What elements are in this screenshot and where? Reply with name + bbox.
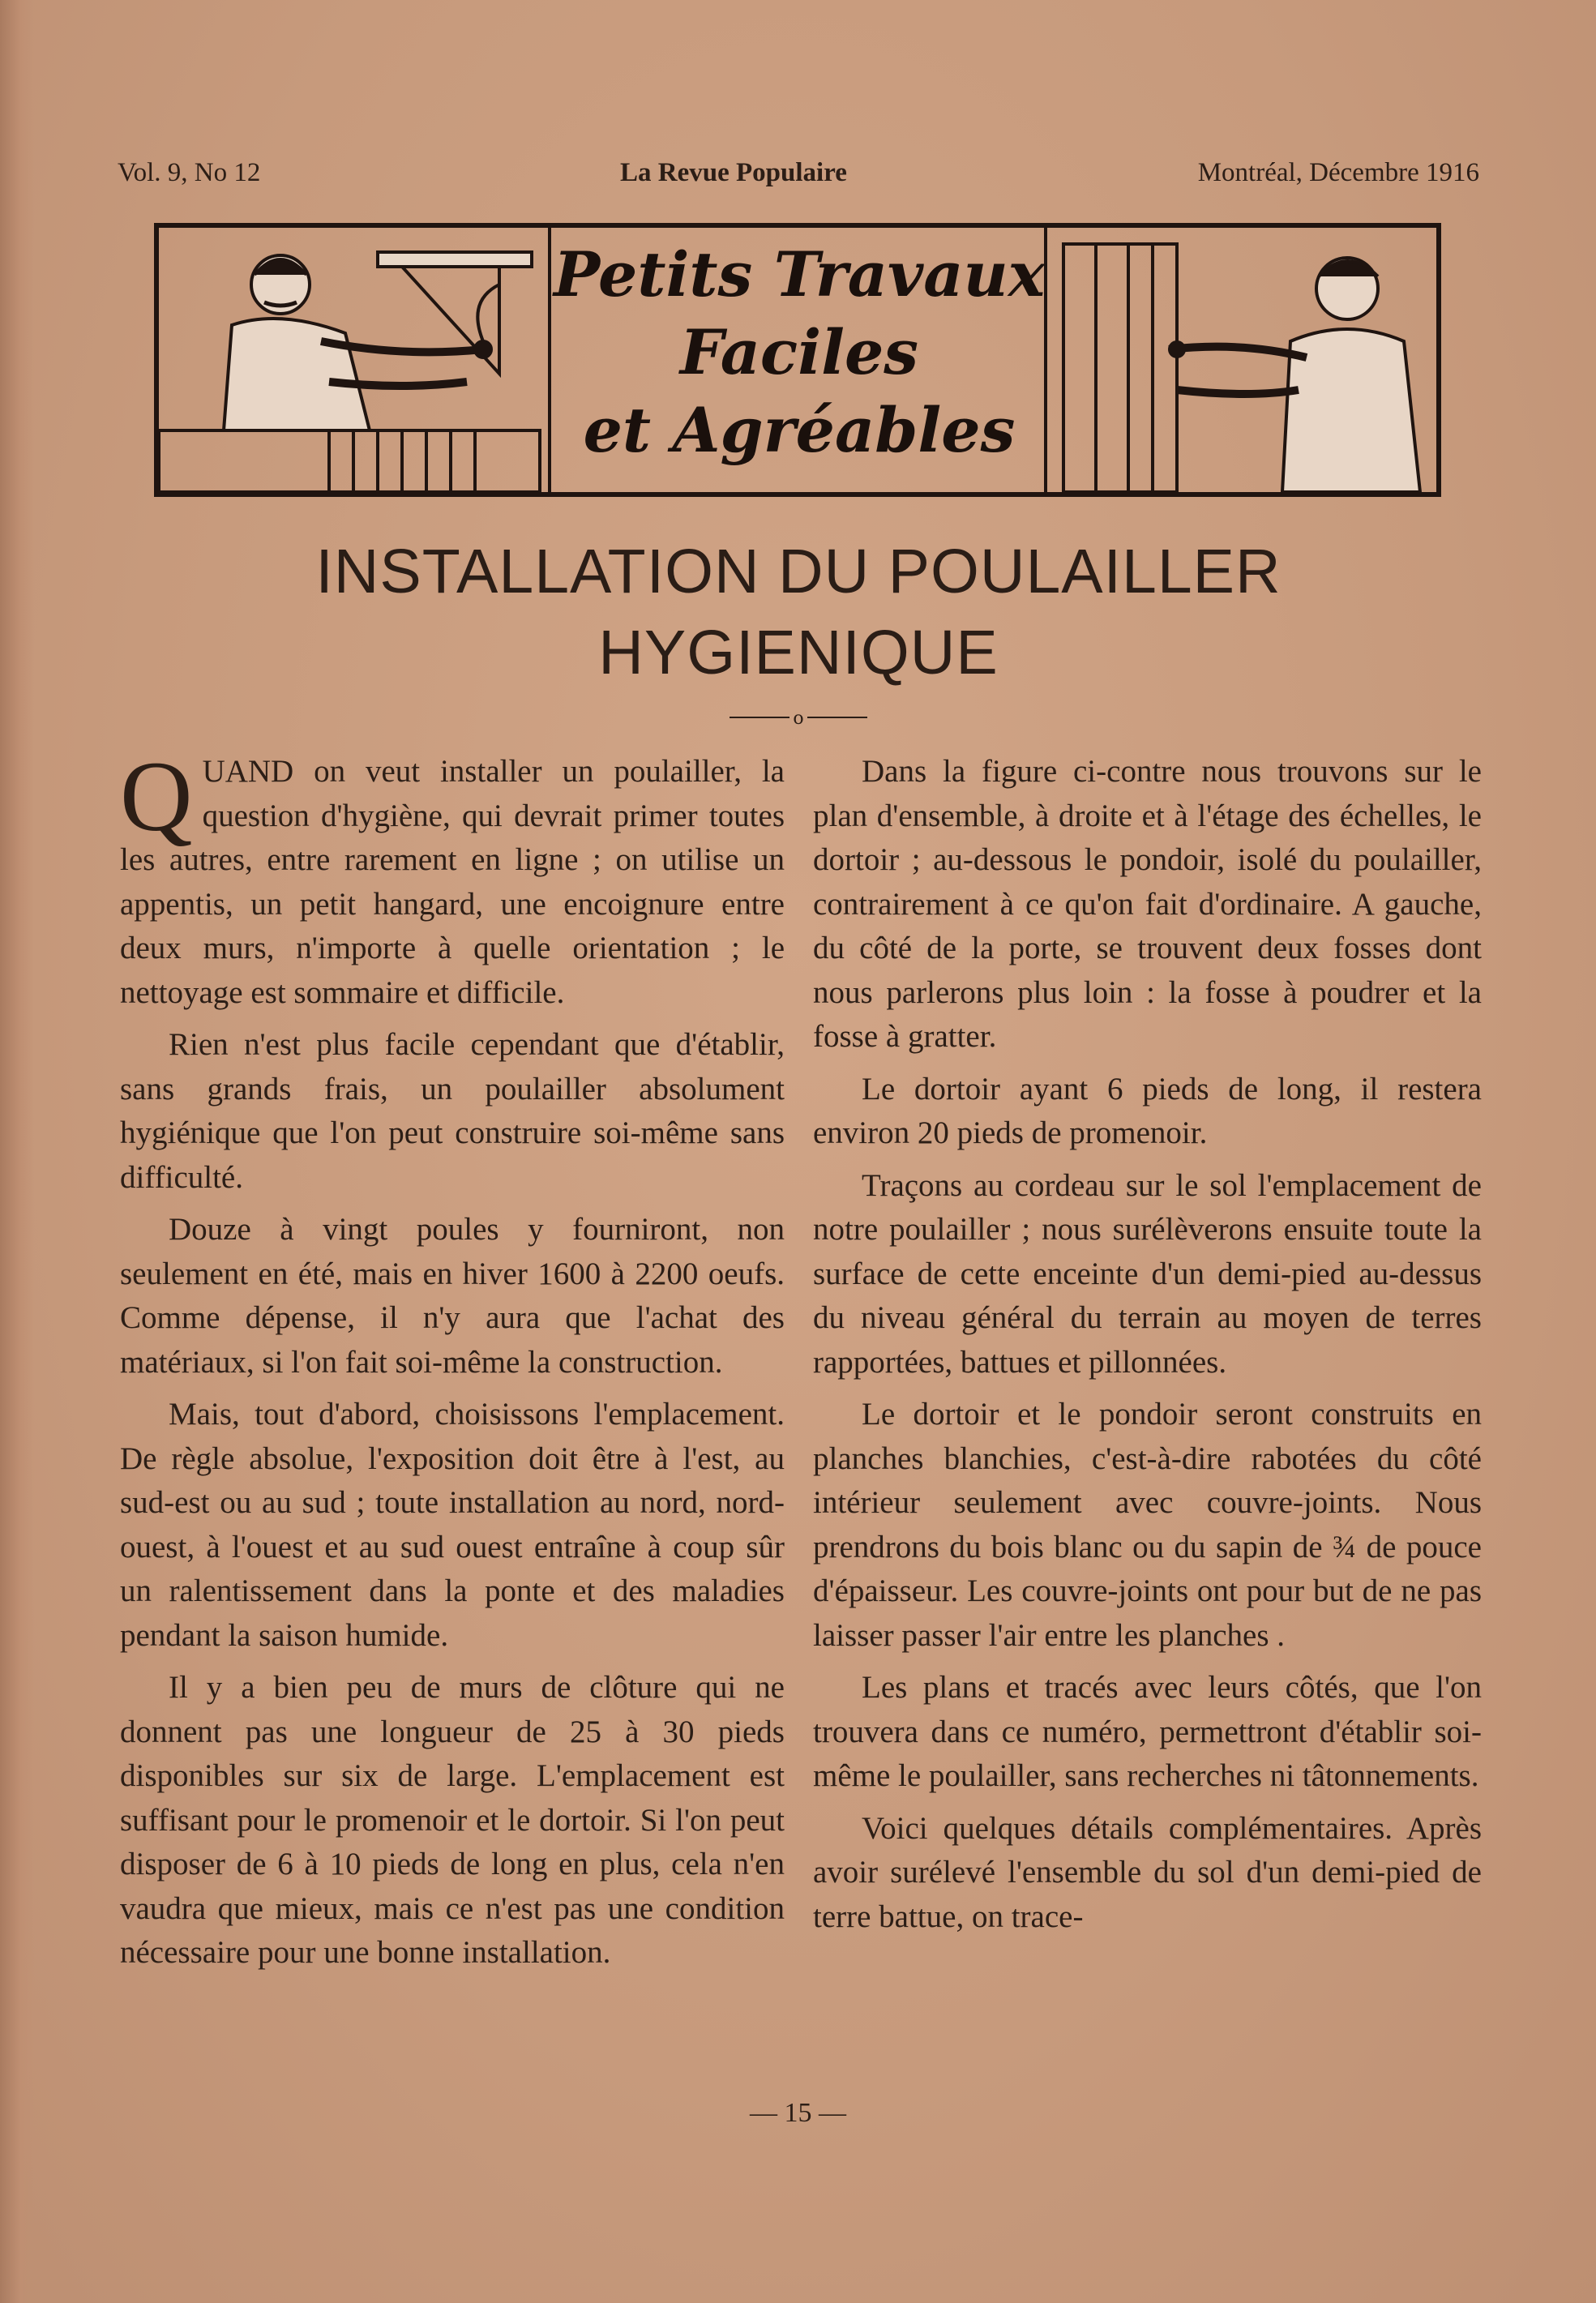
paragraph: Il y a bien peu de murs de clôture qui ne donnent pas une longueur de 25 à 30 pieds disponibles sur six de large. L'emplacement est suffisant pour le promenoir et le dortoir. Si l'on peut disposer de 6 à 10 pieds de long en plus, cela n'en vaudra que mieux, mais ce n'est pas une condition nécessaire pour une bonne installation. xyxy=(120,1670,785,1970)
man-fixing-shelf-icon xyxy=(159,228,548,492)
page-spine-shadow xyxy=(0,0,34,2303)
banner-title-line-2: Faciles xyxy=(679,316,919,388)
paragraph: Le dortoir ayant 6 pieds de long, il restera environ 20 pieds de promenoir. xyxy=(813,1071,1482,1150)
paragraph: Traçons au cordeau sur le sol l'emplacement de notre poulailler ; nous surélèverons ensuite toute la surface de cette enceinte d'un demi-pied au-dessus du niveau général du terrain au moyen de terres rapportées, battues et pillonnées. xyxy=(813,1167,1482,1380)
paragraph: Voici quelques détails complémentaires. Après avoir surélevé l'ensemble du sol d'un demi-pied de terre battue, on trace- xyxy=(813,1810,1482,1934)
ornament-circle: o xyxy=(789,708,807,729)
banner-title-line-3: et Agréables xyxy=(583,394,1016,466)
drop-cap: Q xyxy=(120,741,193,852)
article-title-line-2: HYGIENIQUE xyxy=(598,618,999,687)
paragraph: Douze à vingt poules y fourniront, non seulement en été, mais en hiver 1600 à 2200 oeufs. Comme dépense, il n'y aura que l'achat des matériaux, si l'on fait soi-même la construction. xyxy=(120,1212,785,1380)
article-column-left xyxy=(120,741,785,1984)
page-number: — 15 — xyxy=(750,2098,846,2128)
header-place-date: Montréal, Décembre 1916 xyxy=(1197,158,1479,187)
paragraph: Dans la figure ci-contre nous trouvons sur le plan d'ensemble, à droite et à l'étage des échelles, le dortoir ; au-dessous le pondoir, isolé du poulailler, contrairement à ce qu'on fait d'ordinaire. A gauche, du côté de la porte, se trouvent deux fosses dont nous parlerons plus loin : la fosse à poudrer et la fosse à gratter. xyxy=(813,754,1482,1054)
header-publication: La Revue Populaire xyxy=(620,158,847,187)
article-title-line-1: INSTALLATION DU POULAILLER xyxy=(315,537,1282,606)
man-fixing-door-icon xyxy=(1047,228,1436,492)
banner-illustration-left xyxy=(159,228,551,492)
banner-title-line-1: Petits Travaux xyxy=(553,238,1046,310)
article-column-right xyxy=(813,750,1482,1947)
running-header xyxy=(118,158,1479,199)
paragraph-text: UAND on veut installer un poulailler, la question d'hygiène, qui devrait primer toutes les autres, entre rarement en ligne ; on utilise un appentis, un petit hangard, une encoignure entre deux murs, n'importe à quelle orientation ; le nettoyage est sommaire et difficile. xyxy=(120,754,785,1010)
article-title xyxy=(162,531,1435,693)
paragraph: Le dortoir et le pondoir seront construits en planches blanchies, c'est-à-dire rabotées du côté intérieur seulement avec couvre-joints. Nous prendrons du bois blanc ou du sapin de ¾ de pouce d'épaisseur. Les couvre-joints ont pour but de ne pas laisser passer l'air entre les planches . xyxy=(813,1397,1482,1653)
paragraph xyxy=(120,741,785,1015)
banner-illustration-right xyxy=(1044,228,1436,492)
paragraph: Mais, tout d'abord, choisissons l'emplacement. De règle absolue, l'exposition doit être à l'est, au sud-est ou au sud ; toute installation au nord, nord-ouest, à l'ouest et au sud ouest entraîne à coup sûr un ralentissement dans la ponte et des maladies pendant la saison humide. xyxy=(120,1397,785,1653)
banner-title xyxy=(548,236,1050,469)
section-banner xyxy=(154,223,1441,497)
header-volume: Vol. 9, No 12 xyxy=(118,158,261,187)
paragraph: Les plans et tracés avec leurs côtés, que l'on trouvera dans ce numéro, permettront d'établir soi-même le poulailler, sans recherches ni tâtonnements. xyxy=(813,1670,1482,1793)
paragraph: Rien n'est plus facile cependant que d'établir, sans grands frais, un poulailler absolument hygiénique que l'on peut construire soi-même sans difficulté. xyxy=(120,1027,785,1195)
title-ornament xyxy=(730,705,867,730)
